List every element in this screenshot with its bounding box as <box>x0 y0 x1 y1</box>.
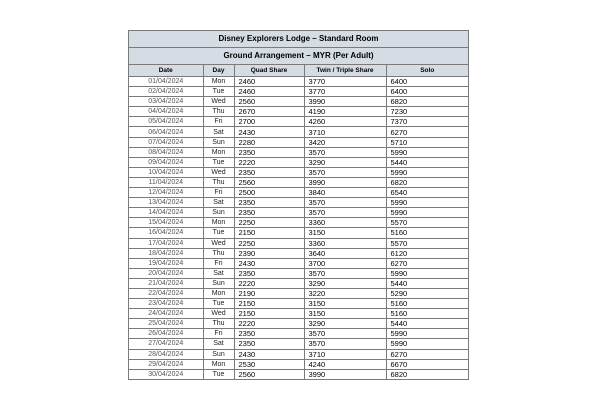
date-cell: 19/04/2024 <box>129 258 203 268</box>
solo-cell: 6400 <box>386 77 468 87</box>
day-cell: Mon <box>203 359 234 369</box>
quad-share-cell: 2460 <box>234 77 304 87</box>
solo-cell: 5440 <box>386 319 468 329</box>
twin-triple-share-cell: 3570 <box>304 339 386 349</box>
quad-share-cell: 2150 <box>234 299 304 309</box>
table-row <box>129 329 468 339</box>
solo-cell: 5570 <box>386 218 468 228</box>
column-header-solo: Solo <box>386 65 468 77</box>
twin-triple-share-cell: 3570 <box>304 268 386 278</box>
day-cell: Sat <box>203 198 234 208</box>
table-row <box>129 359 468 369</box>
twin-triple-share-cell: 3420 <box>304 137 386 147</box>
table-row <box>129 268 468 278</box>
table-row <box>129 218 468 228</box>
table-row <box>129 288 468 298</box>
solo-cell: 7230 <box>386 107 468 117</box>
table-row <box>129 258 468 268</box>
table-row <box>129 309 468 319</box>
twin-triple-share-cell: 3710 <box>304 349 386 359</box>
day-cell: Sat <box>203 127 234 137</box>
twin-triple-share-cell: 3290 <box>304 278 386 288</box>
day-cell: Wed <box>203 238 234 248</box>
table-row <box>129 198 468 208</box>
table-row <box>129 339 468 349</box>
solo-cell: 6120 <box>386 248 468 258</box>
quad-share-cell: 2280 <box>234 137 304 147</box>
twin-triple-share-cell: 3570 <box>304 167 386 177</box>
day-cell: Tue <box>203 87 234 97</box>
table-row <box>129 147 468 157</box>
solo-cell: 5990 <box>386 329 468 339</box>
quad-share-cell: 2560 <box>234 369 304 379</box>
day-cell: Sun <box>203 349 234 359</box>
date-cell: 29/04/2024 <box>129 359 203 369</box>
table-row <box>129 299 468 309</box>
quad-share-cell: 2220 <box>234 319 304 329</box>
twin-triple-share-cell: 3840 <box>304 188 386 198</box>
column-header-day: Day <box>203 65 234 77</box>
twin-triple-share-cell: 4190 <box>304 107 386 117</box>
column-header-twin-triple-share: Twin / Triple Share <box>304 65 386 77</box>
date-cell: 14/04/2024 <box>129 208 203 218</box>
twin-triple-share-cell: 4260 <box>304 117 386 127</box>
quad-share-cell: 2500 <box>234 188 304 198</box>
solo-cell: 5440 <box>386 278 468 288</box>
date-cell: 15/04/2024 <box>129 218 203 228</box>
quad-share-cell: 2350 <box>234 329 304 339</box>
twin-triple-share-cell: 3700 <box>304 258 386 268</box>
date-cell: 02/04/2024 <box>129 87 203 97</box>
table-row <box>129 117 468 127</box>
date-cell: 18/04/2024 <box>129 248 203 258</box>
table-row <box>129 369 468 379</box>
day-cell: Tue <box>203 228 234 238</box>
day-cell: Sun <box>203 278 234 288</box>
table-row <box>129 157 468 167</box>
table-header-row <box>129 65 468 77</box>
quad-share-cell: 2670 <box>234 107 304 117</box>
table-row <box>129 238 468 248</box>
rate-table-sheet <box>128 30 469 380</box>
date-cell: 05/04/2024 <box>129 117 203 127</box>
twin-triple-share-cell: 3150 <box>304 309 386 319</box>
column-header-quad-share: Quad Share <box>234 65 304 77</box>
table-row <box>129 127 468 137</box>
quad-share-cell: 2250 <box>234 238 304 248</box>
date-cell: 25/04/2024 <box>129 319 203 329</box>
date-cell: 26/04/2024 <box>129 329 203 339</box>
twin-triple-share-cell: 4240 <box>304 359 386 369</box>
solo-cell: 6270 <box>386 127 468 137</box>
date-cell: 23/04/2024 <box>129 299 203 309</box>
twin-triple-share-cell: 3570 <box>304 198 386 208</box>
solo-cell: 6670 <box>386 359 468 369</box>
solo-cell: 5990 <box>386 268 468 278</box>
twin-triple-share-cell: 3640 <box>304 248 386 258</box>
day-cell: Mon <box>203 288 234 298</box>
day-cell: Thu <box>203 107 234 117</box>
solo-cell: 7370 <box>386 117 468 127</box>
quad-share-cell: 2430 <box>234 127 304 137</box>
twin-triple-share-cell: 3360 <box>304 218 386 228</box>
solo-cell: 6400 <box>386 87 468 97</box>
day-cell: Mon <box>203 218 234 228</box>
quad-share-cell: 2430 <box>234 349 304 359</box>
day-cell: Wed <box>203 309 234 319</box>
day-cell: Fri <box>203 258 234 268</box>
quad-share-cell: 2150 <box>234 228 304 238</box>
table-row <box>129 97 468 107</box>
date-cell: 28/04/2024 <box>129 349 203 359</box>
twin-triple-share-cell: 3570 <box>304 329 386 339</box>
day-cell: Sat <box>203 339 234 349</box>
twin-triple-share-cell: 3990 <box>304 177 386 187</box>
quad-share-cell: 2530 <box>234 359 304 369</box>
day-cell: Tue <box>203 157 234 167</box>
twin-triple-share-cell: 3770 <box>304 87 386 97</box>
solo-cell: 5990 <box>386 167 468 177</box>
date-cell: 20/04/2024 <box>129 268 203 278</box>
solo-cell: 6820 <box>386 177 468 187</box>
day-cell: Mon <box>203 147 234 157</box>
date-cell: 16/04/2024 <box>129 228 203 238</box>
date-cell: 01/04/2024 <box>129 77 203 87</box>
table-row <box>129 167 468 177</box>
date-cell: 13/04/2024 <box>129 198 203 208</box>
date-cell: 04/04/2024 <box>129 107 203 117</box>
solo-cell: 5710 <box>386 137 468 147</box>
day-cell: Fri <box>203 188 234 198</box>
day-cell: Sun <box>203 137 234 147</box>
date-cell: 11/04/2024 <box>129 177 203 187</box>
table-row <box>129 208 468 218</box>
day-cell: Thu <box>203 319 234 329</box>
date-cell: 07/04/2024 <box>129 137 203 147</box>
quad-share-cell: 2190 <box>234 288 304 298</box>
solo-cell: 5440 <box>386 157 468 167</box>
twin-triple-share-cell: 3150 <box>304 299 386 309</box>
solo-cell: 5570 <box>386 238 468 248</box>
solo-cell: 5990 <box>386 208 468 218</box>
day-cell: Thu <box>203 177 234 187</box>
day-cell: Sat <box>203 268 234 278</box>
quad-share-cell: 2220 <box>234 278 304 288</box>
solo-cell: 6820 <box>386 97 468 107</box>
quad-share-cell: 2350 <box>234 339 304 349</box>
table-title: Disney Explorers Lodge – Standard Room <box>129 31 468 48</box>
solo-cell: 6270 <box>386 258 468 268</box>
twin-triple-share-cell: 3710 <box>304 127 386 137</box>
table-row <box>129 107 468 117</box>
rate-table <box>129 65 468 379</box>
date-cell: 09/04/2024 <box>129 157 203 167</box>
twin-triple-share-cell: 3570 <box>304 208 386 218</box>
quad-share-cell: 2390 <box>234 248 304 258</box>
quad-share-cell: 2460 <box>234 87 304 97</box>
table-row <box>129 248 468 258</box>
quad-share-cell: 2560 <box>234 177 304 187</box>
twin-triple-share-cell: 3290 <box>304 319 386 329</box>
date-cell: 30/04/2024 <box>129 369 203 379</box>
twin-triple-share-cell: 3290 <box>304 157 386 167</box>
day-cell: Thu <box>203 248 234 258</box>
quad-share-cell: 2700 <box>234 117 304 127</box>
quad-share-cell: 2430 <box>234 258 304 268</box>
day-cell: Wed <box>203 167 234 177</box>
twin-triple-share-cell: 3570 <box>304 147 386 157</box>
quad-share-cell: 2350 <box>234 198 304 208</box>
table-row <box>129 137 468 147</box>
table-row <box>129 87 468 97</box>
date-cell: 27/04/2024 <box>129 339 203 349</box>
twin-triple-share-cell: 3770 <box>304 77 386 87</box>
date-cell: 21/04/2024 <box>129 278 203 288</box>
twin-triple-share-cell: 3990 <box>304 369 386 379</box>
table-row <box>129 319 468 329</box>
day-cell: Tue <box>203 369 234 379</box>
table-row <box>129 278 468 288</box>
day-cell: Wed <box>203 97 234 107</box>
date-cell: 10/04/2024 <box>129 167 203 177</box>
quad-share-cell: 2350 <box>234 268 304 278</box>
solo-cell: 5990 <box>386 339 468 349</box>
table-subtitle: Ground Arrangement – MYR (Per Adult) <box>129 48 468 65</box>
day-cell: Sun <box>203 208 234 218</box>
twin-triple-share-cell: 3990 <box>304 97 386 107</box>
date-cell: 12/04/2024 <box>129 188 203 198</box>
day-cell: Fri <box>203 329 234 339</box>
day-cell: Fri <box>203 117 234 127</box>
date-cell: 03/04/2024 <box>129 97 203 107</box>
solo-cell: 5160 <box>386 228 468 238</box>
date-cell: 17/04/2024 <box>129 238 203 248</box>
solo-cell: 6270 <box>386 349 468 359</box>
table-row <box>129 228 468 238</box>
solo-cell: 5990 <box>386 198 468 208</box>
quad-share-cell: 2150 <box>234 309 304 319</box>
solo-cell: 5990 <box>386 147 468 157</box>
date-cell: 24/04/2024 <box>129 309 203 319</box>
solo-cell: 5160 <box>386 309 468 319</box>
date-cell: 08/04/2024 <box>129 147 203 157</box>
date-cell: 06/04/2024 <box>129 127 203 137</box>
day-cell: Mon <box>203 77 234 87</box>
column-header-date: Date <box>129 65 203 77</box>
quad-share-cell: 2350 <box>234 147 304 157</box>
solo-cell: 6820 <box>386 369 468 379</box>
table-row <box>129 188 468 198</box>
twin-triple-share-cell: 3150 <box>304 228 386 238</box>
date-cell: 22/04/2024 <box>129 288 203 298</box>
quad-share-cell: 2560 <box>234 97 304 107</box>
solo-cell: 5290 <box>386 288 468 298</box>
quad-share-cell: 2250 <box>234 218 304 228</box>
twin-triple-share-cell: 3220 <box>304 288 386 298</box>
quad-share-cell: 2220 <box>234 157 304 167</box>
quad-share-cell: 2350 <box>234 167 304 177</box>
table-row <box>129 349 468 359</box>
table-row <box>129 77 468 87</box>
solo-cell: 5160 <box>386 299 468 309</box>
table-row <box>129 177 468 187</box>
solo-cell: 6540 <box>386 188 468 198</box>
day-cell: Tue <box>203 299 234 309</box>
quad-share-cell: 2350 <box>234 208 304 218</box>
twin-triple-share-cell: 3360 <box>304 238 386 248</box>
